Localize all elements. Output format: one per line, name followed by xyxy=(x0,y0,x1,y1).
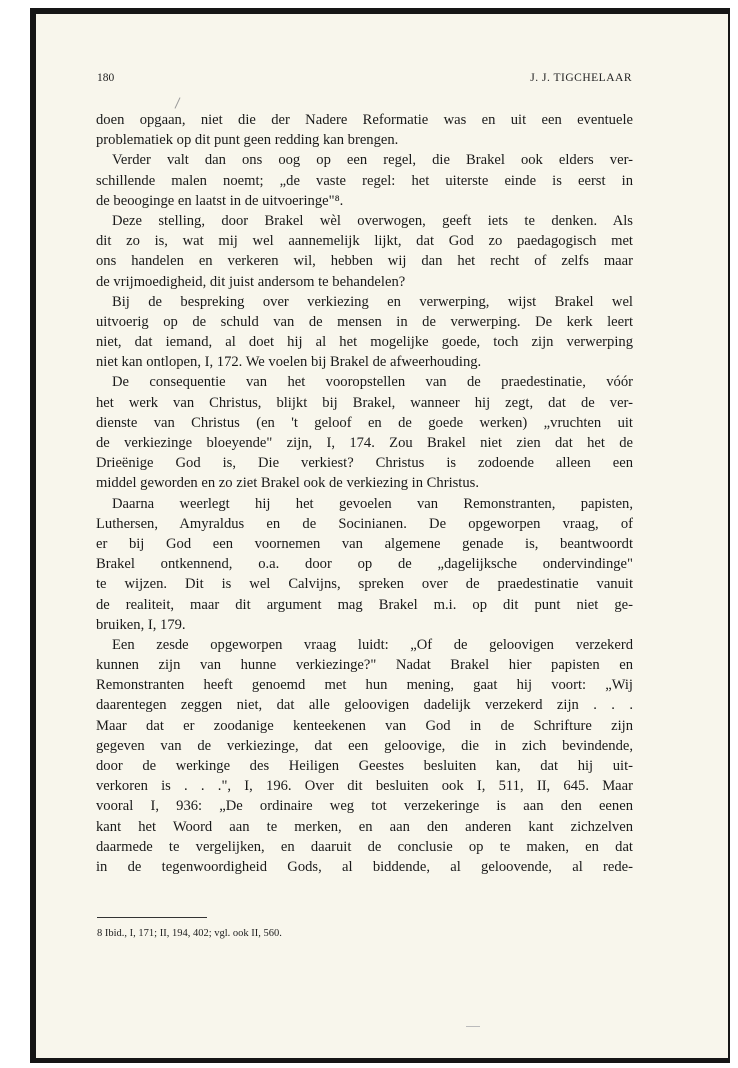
text-line: kunnen zijn van hunne verkiezinge?" Nadat Brakel hier papisten en xyxy=(96,657,633,674)
text-line: schillende malen noemt; „de vaste regel: het uiterste einde is eerst in xyxy=(96,172,633,189)
text-line: in de tegenwoordigheid Gods, al biddende, al geloovende, al rede- xyxy=(96,858,633,875)
text-line: daarmede te vergelijken, en daaruit de conclusie op te maken, en dat xyxy=(96,838,633,855)
text-line: door de werkinge des Heiligen Geestes besluiten kan, dat hij uit- xyxy=(96,758,633,774)
text-line: Daarna weerlegt hij het gevoelen van Remonstranten, papisten, xyxy=(112,495,633,512)
text-line: Drieënige God is, Die verkiest? Christus is zodoende alleen een xyxy=(96,455,633,472)
text-line: dit zo is, wat mij wel aannemelijk lijkt, dat God zo paedagogisch met xyxy=(96,233,633,250)
text-line: doen opgaan, niet die der Nadere Reformatie was en uit een eventuele xyxy=(96,112,633,128)
text-line: De consequentie van het vooropstellen van de praedestinatie, vóór xyxy=(112,374,633,391)
text-line: het werk van Christus, blijkt bij Brakel, wanneer hij zegt, dat de ver- xyxy=(96,394,633,411)
text-line: Luthersen, Amyraldus en de Socinianen. De opgeworpen vraag, of xyxy=(96,515,633,532)
text-line: uitvoerig op de schuld van de mensen in de verwerping. De kerk leert xyxy=(96,313,633,330)
footnote-rule xyxy=(97,917,207,918)
text-line: verkoren is . . .", I, 196. Over dit besluiten ook I, 511, II, 645. Maar xyxy=(96,778,633,795)
text-line: niet, dat iemand, al doet hij al het mogelijke goede, toch zijn verwerping xyxy=(96,334,633,351)
text-line: Deze stelling, door Brakel wèl overwogen, geeft iets te denken. Als xyxy=(112,212,633,229)
text-line: de realiteit, maar dit argument mag Brakel m.i. op dit punt niet ge- xyxy=(96,596,633,613)
text-line: Brakel ontkennend, o.a. door op de „dagelijksche ondervindinge" xyxy=(96,556,633,573)
text-line: de vrijmoedigheid, dit juist andersom te behandelen? xyxy=(96,273,406,290)
text-line: gegeven van de verkiezinge, dat een geloovige, die in zich bevindende, xyxy=(96,737,633,754)
text-line: problematiek op dit punt geen redding kan brengen. xyxy=(96,132,399,149)
text-line: Remonstranten heeft genoemd met hun mening, gaat hij voort: „Wij xyxy=(96,677,633,694)
text-line: daarentegen zeggen niet, dat alle geloovigen dadelijk verzekerd zijn . . . xyxy=(96,697,633,714)
text-line: ons handelen en verkeren wil, hebben wij dan het recht of zelfs maar xyxy=(96,253,633,270)
body-text xyxy=(96,110,633,877)
running-head-author: J. J. TIGCHELAAR xyxy=(530,72,632,84)
text-line: te wijzen. Dit is wel Calvijns, spreken over de praedestinatie vanuit xyxy=(96,576,633,593)
page-header xyxy=(97,72,632,92)
text-line: Maar dat er zoodanige kenteekenen van God in de Schrifture zijn xyxy=(96,717,633,734)
text-line: de verkiezinge bloeyende" zijn, I, 174. Zou Brakel niet zien dat het de xyxy=(96,435,633,451)
text-line: vooral I, 936: „De ordinaire weg tot verzekeringe is aan den eenen xyxy=(96,798,633,815)
text-line: bruiken, I, 179. xyxy=(96,616,186,633)
text-line: Een zesde opgeworpen vraag luidt: „Of de geloovigen verzekerd xyxy=(112,636,633,653)
text-line: dienste van Christus (en 't geloof en de goede werken) „vruchten uit xyxy=(96,414,633,431)
page-number: 180 xyxy=(97,72,115,84)
text-line: middel geworden en zo ziet Brakel ook de verkiezing in Christus. xyxy=(96,475,479,492)
text-line: niet kan ontlopen, I, 172. We voelen bij Brakel de afweerhouding. xyxy=(96,354,482,371)
text-line: Verder valt dan ons oog op een regel, die Brakel ook elders ver- xyxy=(112,152,633,169)
stray-dash-mark xyxy=(466,1026,480,1027)
text-line: Bij de bespreking over verkiezing en verwerping, wijst Brakel wel xyxy=(112,293,633,310)
footnote-8: 8 Ibid., I, 171; II, 194, 402; vgl. ook II, 560. xyxy=(97,928,282,939)
text-line: de beooginge en laatst in de uitvoeringe"⁸. xyxy=(96,192,344,209)
text-line: er bij God een voornemen van algemene genade is, beantwoordt xyxy=(96,535,633,552)
text-line: kant het Woord aan te merken, en aan den anderen kant zichzelven xyxy=(96,818,633,835)
